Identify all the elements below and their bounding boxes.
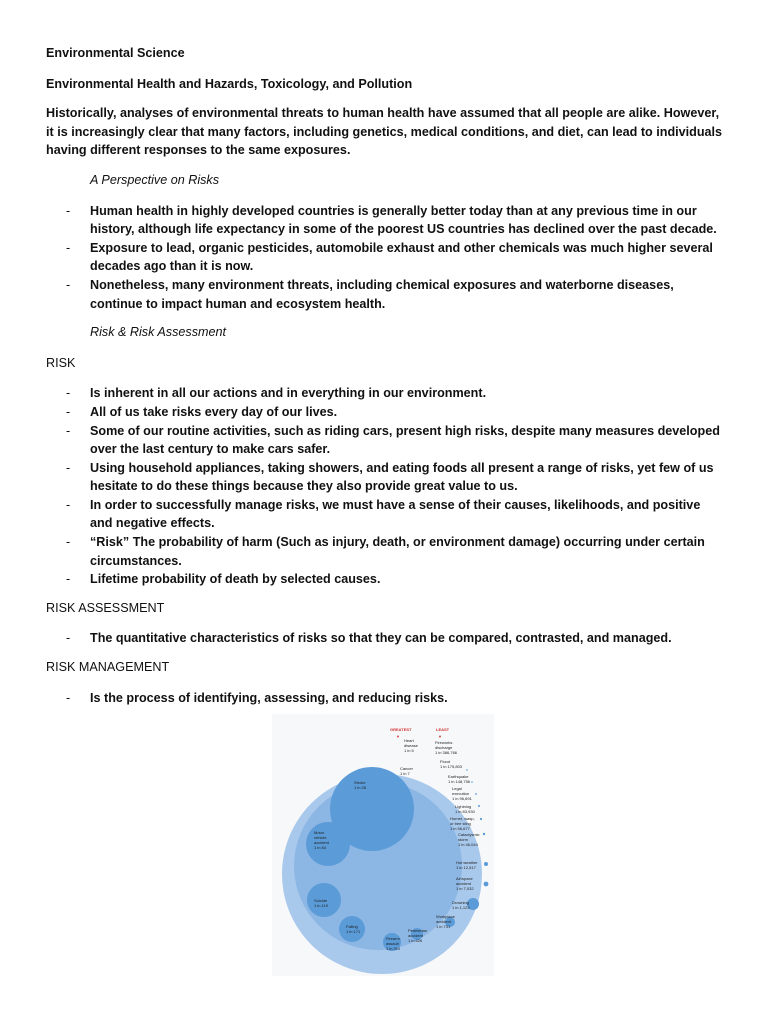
airspace-circle	[484, 882, 489, 887]
risk-list	[46, 384, 726, 589]
document-subtitle: Environmental Health and Hazards, Toxicology, and Pollution	[46, 76, 413, 91]
list-item	[46, 689, 726, 708]
list-item-text: Exposure to lead, organic pesticides, automobile exhaust and other chemicals was much higher several decades ago than it is now.	[90, 240, 713, 274]
hornet-sting-dot	[480, 818, 482, 820]
hot-weather-label: Hot weather 1 in 12,517	[456, 860, 478, 870]
suicide-label: Suicide 1 in 119	[314, 898, 328, 908]
dash-marker: -	[66, 240, 71, 255]
dash-marker: -	[66, 423, 71, 438]
risk-assessment-heading: RISK ASSESSMENT	[46, 600, 165, 615]
fireworks-label: Fireworks discharge 1 in 386,766	[435, 740, 458, 755]
list-item	[46, 570, 726, 589]
list-item-text: Lifetime probability of death by selected causes.	[90, 572, 381, 587]
list-item-text: The quantitative characteristics of risks so that they can be compared, contrasted, and managed.	[90, 631, 672, 646]
list-item	[46, 276, 726, 313]
list-item	[46, 422, 726, 459]
lightning-label: Lightning 1 in 83,930	[455, 804, 475, 814]
dash-marker: -	[66, 386, 71, 401]
risk-bubble-svg	[272, 714, 494, 976]
list-item	[46, 629, 726, 648]
workplace-label: Workplace accident 1 in 731	[436, 914, 455, 929]
list-item-text: All of us take risks every day of our lives.	[90, 404, 338, 419]
earthquake-dot	[471, 781, 473, 783]
hot-weather-circle	[484, 862, 488, 866]
dash-marker: -	[66, 460, 71, 475]
list-item	[46, 239, 726, 276]
airspace-label: Air/space accident 1 in 7,032	[456, 876, 474, 891]
risk-assessment-list	[46, 629, 726, 648]
lightning-dot	[478, 805, 480, 807]
stroke-label: Stroke 1 in 28	[354, 780, 367, 790]
cataclysmic-storm-label: Cataclysmic storm 1 in 46,044	[458, 832, 480, 847]
risk-assessment-italic-heading: Risk & Risk Assessment	[90, 325, 226, 340]
list-item	[46, 202, 726, 239]
risk-management-list	[46, 689, 726, 708]
heart-disease-label: Heart disease 1 in 5	[404, 738, 418, 753]
risk-heading: RISK	[46, 355, 76, 370]
firearm-label: Firearm assault 1 in 314	[386, 936, 401, 951]
list-item-text: Using household appliances, taking showers, and eating foods all present a range of risks, yet few of us hesitate to do these things because they also provide great value to us.	[90, 460, 714, 494]
earthquake-label: Earthquake 1 in 148,756	[448, 774, 471, 784]
legal-execution-label: Legal execution 1 in 96,691	[452, 786, 472, 801]
dash-marker: -	[66, 631, 71, 646]
dash-marker: -	[66, 404, 71, 419]
falling-label: Falling 1 in 171	[346, 924, 361, 934]
drowning-label: Drowning 1 in 1,123	[452, 900, 470, 910]
dash-marker: -	[66, 572, 71, 587]
dash-marker: -	[66, 277, 71, 292]
list-item-text: Human health in highly developed countries is generally better today than at any previous time in our history, although life expectancy in some of the poorest US countries has declined over the past decade.	[90, 203, 717, 237]
least-arrow: ▼	[438, 734, 442, 739]
hornet-label: Hornet, wasp, or bee sting 1 in 56,677	[450, 816, 475, 831]
dash-marker: -	[66, 497, 71, 512]
list-item-text: Is inherent in all our actions and in everything in our environment.	[90, 386, 487, 401]
pedestrian-label: Pedestrian accident 1 in 626	[408, 928, 428, 943]
greatest-arrow: ▼	[396, 734, 400, 739]
cataclysmic-storm-dot	[483, 833, 485, 835]
document-title: Environmental Science	[46, 46, 185, 60]
list-item	[46, 403, 726, 422]
flood-label: Flood 1 in 175,803	[440, 759, 463, 769]
motor-vehicle-label: Motor vehicle accident 1 in 84	[314, 830, 329, 850]
least-label: LEAST	[436, 727, 450, 732]
greatest-label: GREATEST	[390, 727, 412, 732]
perspective-heading: A Perspective on Risks	[90, 172, 220, 187]
flood-dot	[466, 769, 468, 771]
list-item-text: Nonetheless, many environment threats, including chemical exposures and waterborne diseases, continue to impact human and ecosystem health.	[90, 277, 674, 311]
list-item	[46, 533, 726, 570]
dash-marker: -	[66, 203, 71, 218]
list-item-text: Some of our routine activities, such as riding cars, present high risks, despite many measures developed over the last century to make cars safer.	[90, 423, 720, 457]
risk-bubble-figure	[272, 714, 494, 976]
legal-execution-dot	[475, 793, 477, 795]
list-item-text: In order to successfully manage risks, we must have a sense of their causes, likelihoods, and positive and negative effects.	[90, 497, 701, 531]
document-body	[46, 44, 726, 717]
list-item-text: “Risk” The probability of harm (Such as injury, death, or environment damage) occurring under certain circumstances.	[90, 535, 705, 568]
dash-marker: -	[66, 690, 71, 705]
risk-management-heading: RISK MANAGEMENT	[46, 660, 170, 675]
list-item	[46, 384, 726, 403]
list-item	[46, 459, 726, 496]
list-item-text: Is the process of identifying, assessing, and reducing risks.	[90, 690, 448, 705]
perspective-list	[46, 202, 726, 314]
dash-marker: -	[66, 535, 71, 550]
intro-paragraph: Historically, analyses of environmental threats to human health have assumed that all people are alike. However, it is increasingly clear that many factors, including genetics, medical conditions, and diet, can lead to individuals having different responses to the same exposures.	[46, 106, 723, 158]
list-item	[46, 496, 726, 533]
cancer-label: Cancer 1 in 7	[400, 766, 413, 776]
